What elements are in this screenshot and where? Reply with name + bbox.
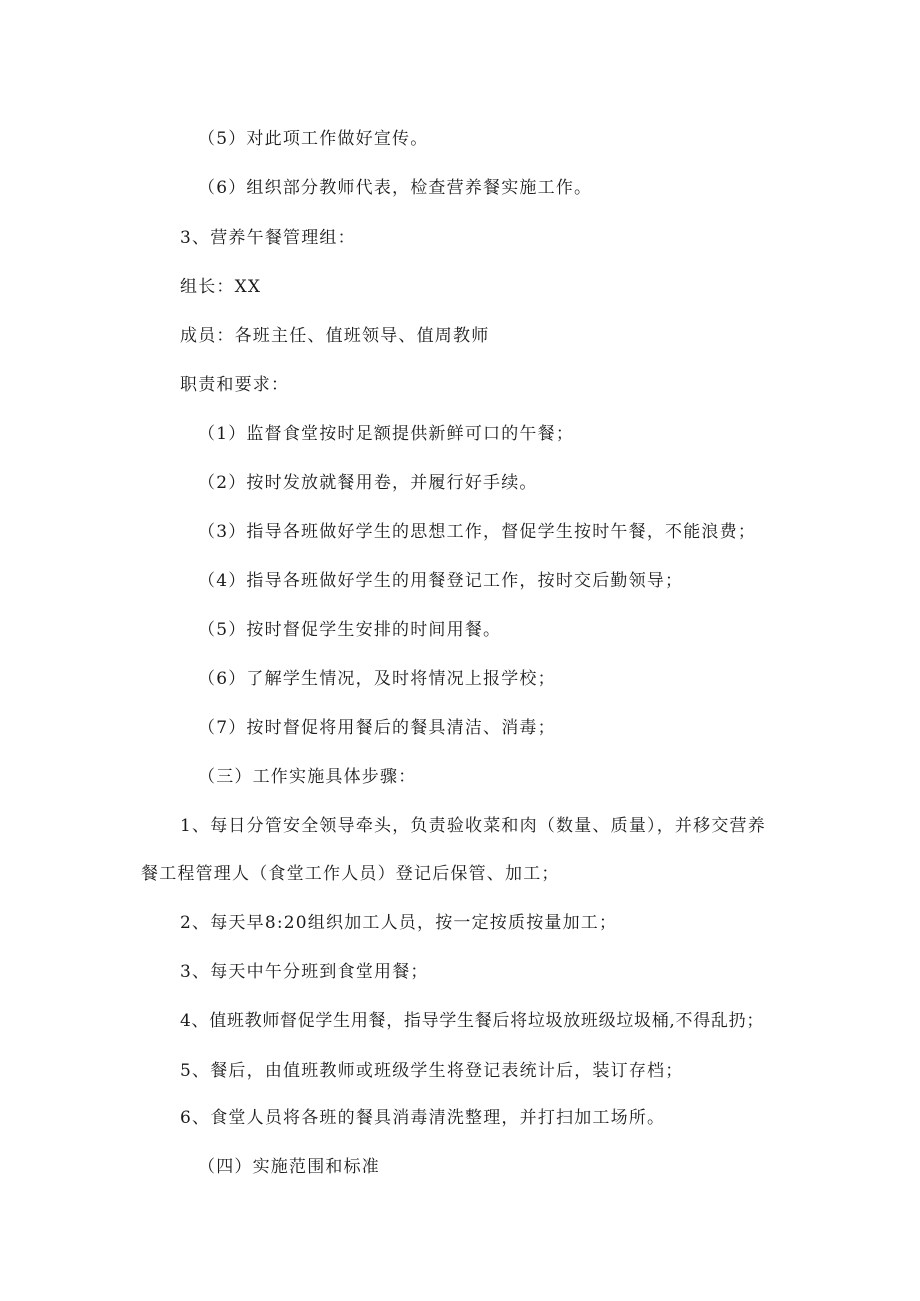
- step-3: 3、每天中午分班到食堂用餐；: [180, 962, 429, 982]
- group-leader: 组长：XX: [180, 277, 262, 297]
- duty-item-2: （2）按时发放就餐用卷，并履行好手续。: [198, 473, 538, 493]
- step-5: 5、餐后，由值班教师或班级学生将登记表统计后，装订存档；: [180, 1061, 684, 1081]
- section-four-heading: （四）实施范围和标准: [198, 1157, 380, 1177]
- item-6-teacher-inspection: （6）组织部分教师代表，检查营养餐实施工作。: [198, 178, 593, 198]
- duties-heading: 职责和要求：: [180, 375, 290, 395]
- section-three-heading: （三）工作实施具体步骤：: [198, 767, 417, 787]
- step-4: 4、值班教师督促学生用餐，指导学生餐后将垃圾放班级垃圾桶,不得乱扔；: [180, 1011, 765, 1031]
- duty-item-7: （7）按时督促将用餐后的餐具清洁、消毒；: [198, 718, 556, 738]
- duty-item-5: （5）按时督促学生安排的时间用餐。: [198, 620, 502, 640]
- step-6: 6、食堂人员将各班的餐具消毒清洗整理，并打扫加工场所。: [180, 1108, 666, 1128]
- section-3-heading: 3、营养午餐管理组：: [180, 228, 356, 248]
- step-1-line-2: 餐工程管理人（食堂工作人员）登记后保管、加工；: [141, 864, 560, 884]
- duty-item-6: （6）了解学生情况，及时将情况上报学校；: [198, 669, 556, 689]
- duty-item-4: （4）指导各班做好学生的用餐登记工作，按时交后勤领导；: [198, 571, 684, 591]
- item-5-publicity: （5）对此项工作做好宣传。: [198, 129, 429, 149]
- duty-item-3: （3）指导各班做好学生的思想工作，督促学生按时午餐，不能浪费；: [198, 522, 757, 542]
- group-members: 成员：各班主任、值班领导、值周教师: [180, 326, 490, 346]
- duty-item-1: （1）监督食堂按时足额提供新鲜可口的午餐；: [198, 424, 575, 444]
- step-2: 2、每天早8:20组织加工人员，按一定按质按量加工；: [180, 913, 618, 933]
- step-1-line-1: 1、每日分管安全领导牵头，负责验收菜和肉（数量、质量），并移交营养: [180, 816, 766, 836]
